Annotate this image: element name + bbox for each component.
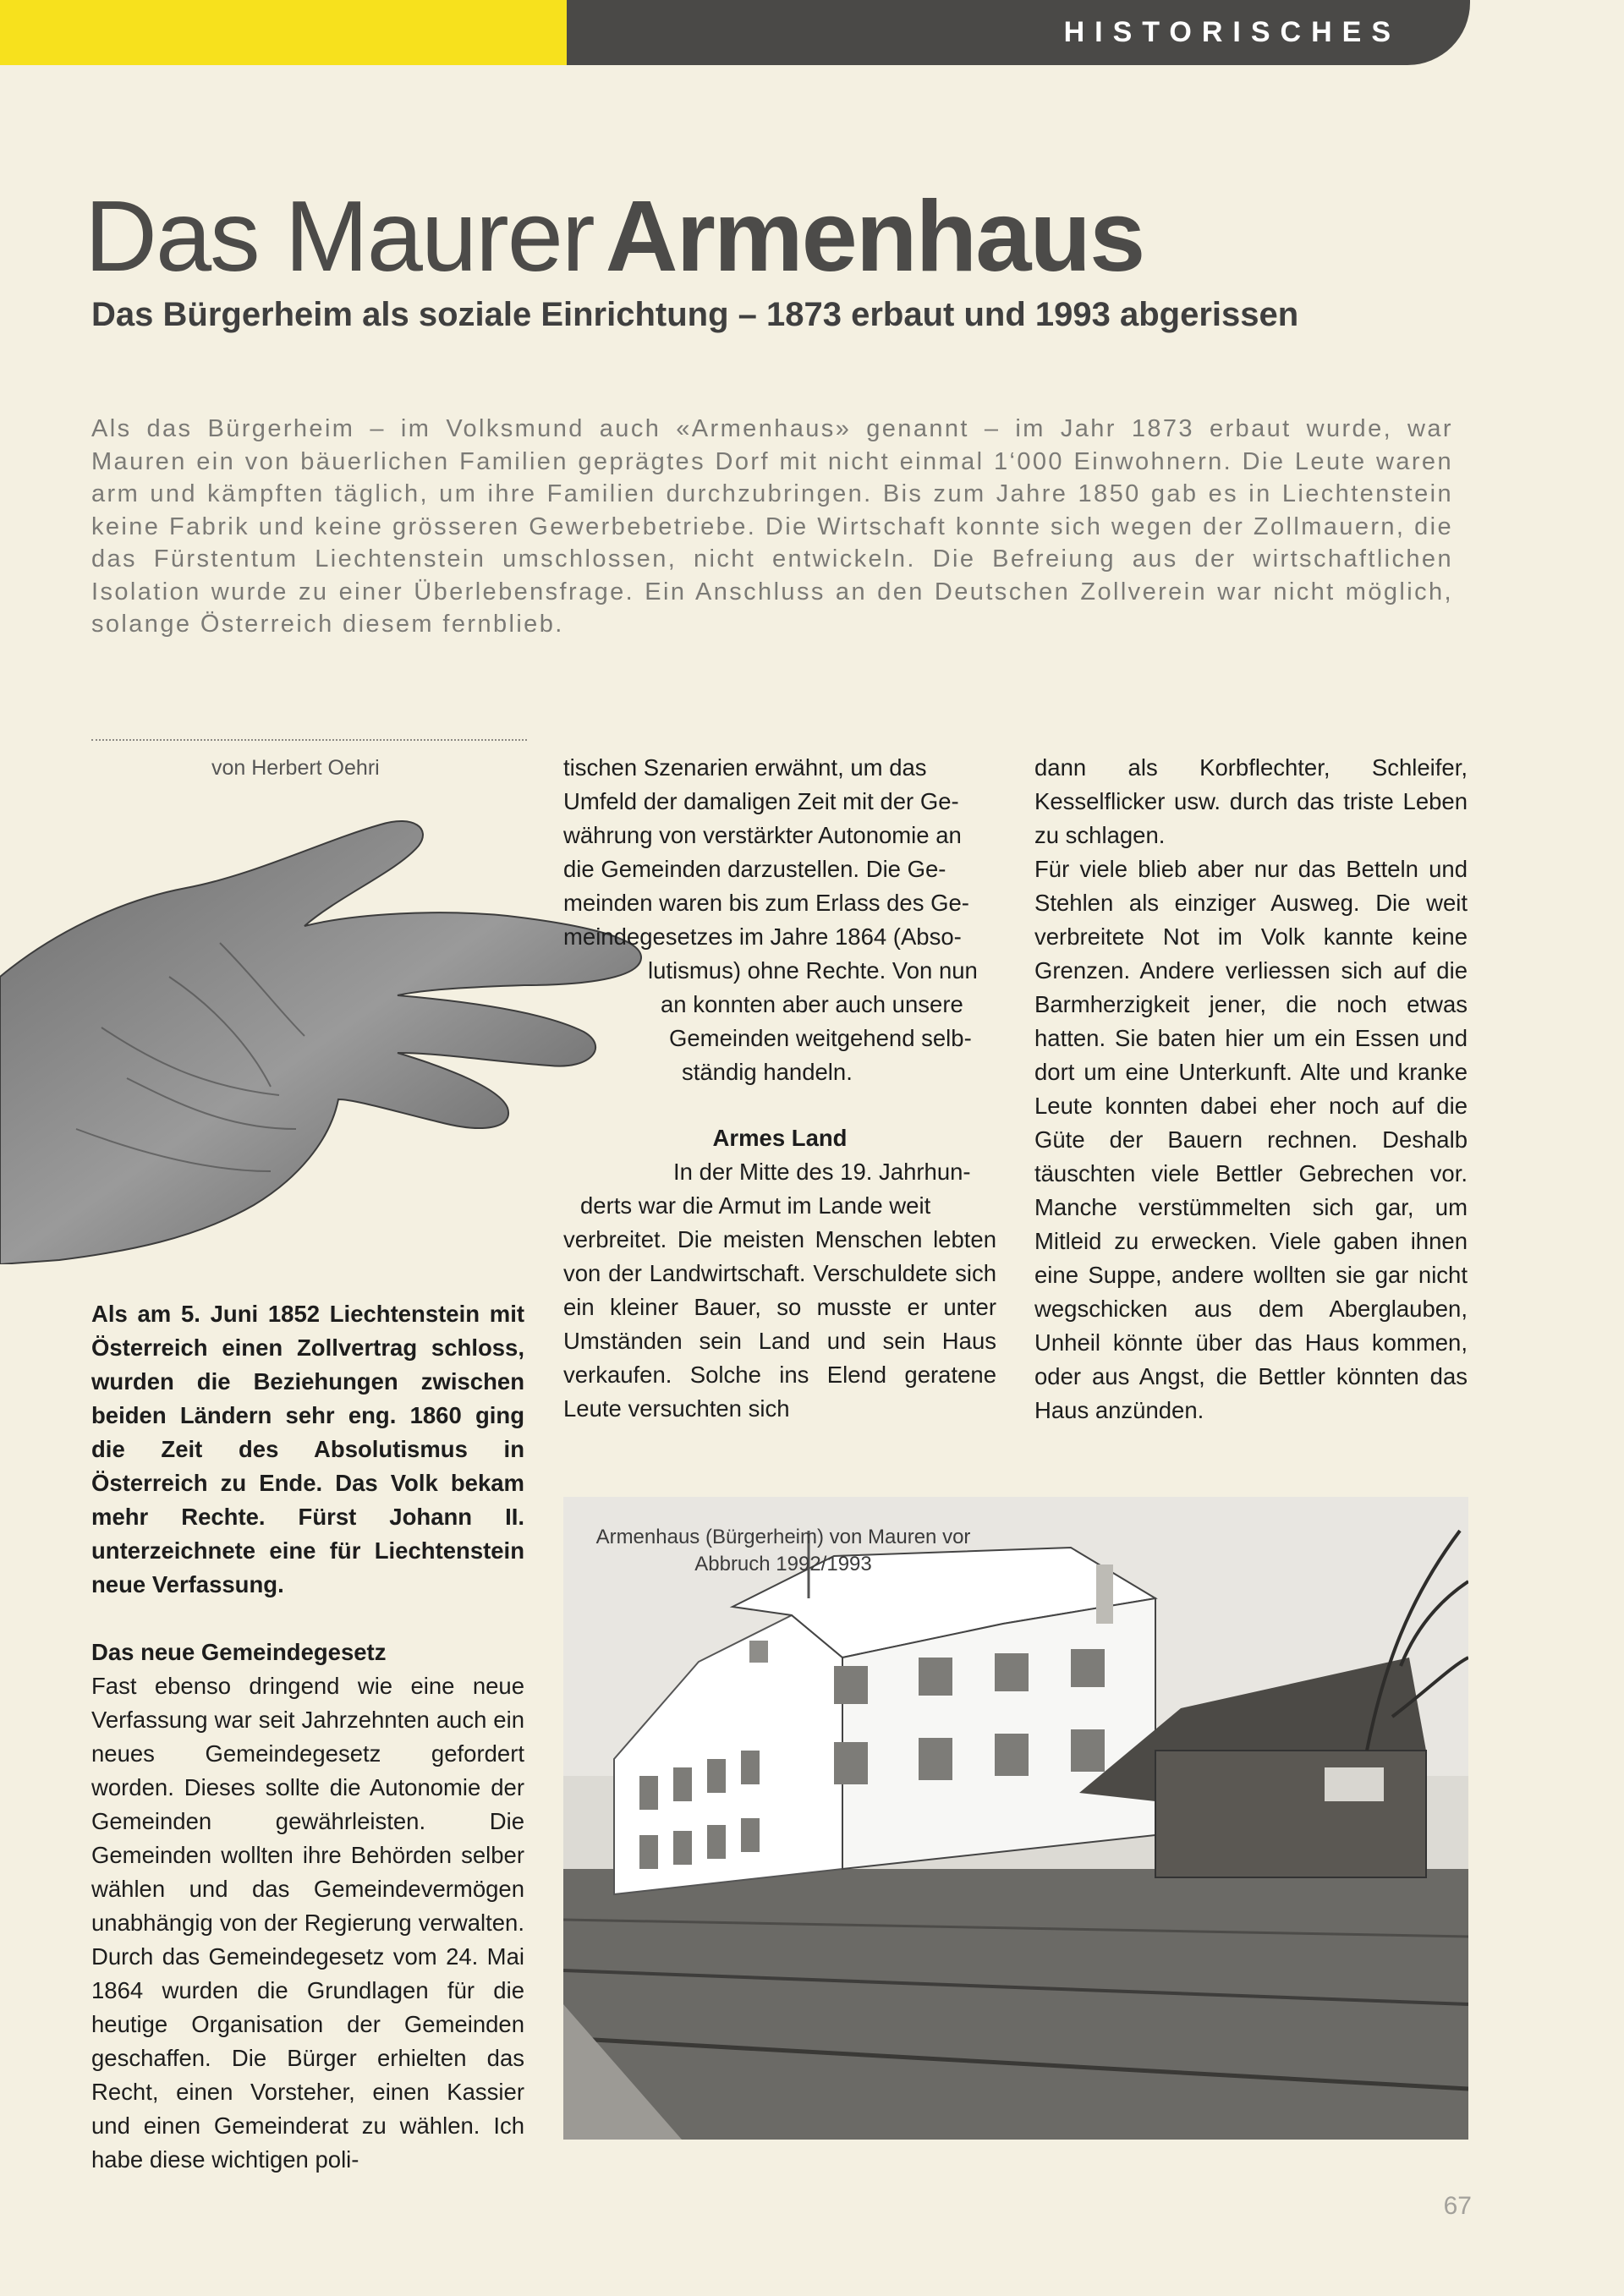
lead-paragraph: Als das Bürgerheim – im Volksmund auch «Armenhaus» genannt – im Jahr 1873 erbaut wurde, war Mauren ein von bäuerlichen Familien geprägtes Dorf mit nicht einmal 1‘000 Einwohnern. Die Leute waren arm und kämpften täglich, um ihre Familien durchzubringen. Bis zum Jahre 1850 gab es in Liechtenstein keine Fabrik und keine grösseren Gewerbebetriebe. Die Wirtschaft konnte sich wegen der Zollmauern, die das Fürstentum Liechtenstein umschlossen, nicht entwickeln. Die Befreiung aus der wirtschaftlichen Isolation wurde zu einer Überlebensfrage. Ein Anschluss an den Deutschen Zollverein war nicht möglich, solange Österreich diesem fernblieb. [91, 415, 1453, 638]
text-line: lutismus) ohne Rechte. Von nun [648, 957, 978, 984]
photo-caption: Armenhaus (Bürgerheim) von Mauren vor Abbruch 1992/1993 [595, 1526, 971, 1575]
byline-divider [91, 739, 527, 741]
column-2 [563, 751, 996, 1426]
accent-bar [0, 0, 567, 65]
open-hand-photo [0, 808, 651, 1264]
armenhaus-photo [563, 1497, 1468, 2140]
page-number: 67 [1443, 2192, 1472, 2220]
text-line: die Gemeinden darzustellen. Die Ge- [563, 856, 946, 882]
article-subtitle: Das Bürgerheim als soziale Einrichtung – 1873 erbaut und 1993 abgerissen [91, 296, 1299, 333]
text-line: ständig handeln. [682, 1059, 853, 1085]
text-line: derts war die Armut im Lande weit [580, 1192, 931, 1219]
text-line: an konnten aber auch unsere [661, 991, 963, 1017]
title-light: Das Maurer [85, 180, 594, 293]
text-line: Gemeinden weitgehend selb- [669, 1025, 972, 1051]
column-3 [1034, 751, 1468, 1427]
text-line: In der Mitte des 19. Jahrhun- [673, 1159, 971, 1185]
article-title [85, 178, 1522, 296]
section-label: HISTORISCHES [1063, 16, 1401, 48]
column-1 [91, 1297, 524, 2177]
text-line: meinden waren bis zum Erlass des Ge- [563, 890, 969, 916]
paragraph-betteln: Für viele blieb aber nur das Betteln und Stehlen als einziger Ausweg. Die weit verbreitete Not im Volk kannte keine Grenzen. Andere verliessen sich auf die Barmherzigkeit jener, die noch etwas hatten. Sie baten hier um ein Essen und dort um eine Unterkunft. Alte und kranke Leute konnten dabei eher noch auf die Güte der Bauern rechnen. Deshalb täuschten viele Bettler Gebrechen vor. Manche verstümmelten sich gar, um Mitleid zu erwecken. Viele gaben ihnen eine Suppe, andere wollten sie gar nicht wegschicken aus dem Aberglauben, Unheil könnte über das Haus kommen, oder aus Angst, die Bettler könnten das Haus anzünden. [1034, 856, 1468, 1423]
byline: von Herbert Oehri [211, 756, 380, 780]
text-line: tischen Szenarien erwähnt, um das [563, 754, 927, 781]
section-heading-armes-land: Armes Land [712, 1125, 848, 1151]
section-tab [567, 0, 1470, 65]
paragraph-armes-land: verbreitet. Die meisten Menschen lebten von der Landwirtschaft. Verschuldete sich ein kleiner Bauer, so musste er unter Umständen sein Land und sein Haus verkaufen. Solche ins Elend geratene Leute versuchten sich [563, 1226, 996, 1422]
text-line: meindegesetzes im Jahre 1864 (Abso- [563, 923, 962, 950]
paragraph-korbflechter: dann als Korbflechter, Schleifer, Kesselflicker usw. durch das triste Leben zu schlagen. [1034, 754, 1468, 848]
paragraph-gemeindegesetz: Fast ebenso dringend wie eine neue Verfassung war seit Jahrzehnten auch ein neues Gemeindegesetz gefordert worden. Dieses sollte die Autonomie der Gemeinden gewährleisten. Die Gemeinden wollten ihre Behörden selber wählen und das Gemeindevermögen unabhängig von der Regierung verwalten. Durch das Gemeindegesetz vom 24. Mai 1864 wurden die Grundlagen für die heutige Organisation der Gemeinden geschaffen. Die Bürger erhielten das Recht, einen Vorsteher, einen Kassier und einen Gemeinderat zu wählen. Ich habe diese wichtigen poli- [91, 1673, 524, 2173]
text-line: währung von verstärkter Autonomie an [563, 822, 962, 848]
text-line: Umfeld der damaligen Zeit mit der Ge- [563, 788, 959, 814]
intro-paragraph: Als am 5. Juni 1852 Liechtenstein mit Österreich einen Zollvertrag schloss, wurden die Beziehungen zwischen beiden Ländern sehr eng. 1860 ging die Zeit des Absolutismus in Österreich zu Ende. Das Volk bekam mehr Rechte. Fürst Johann II. unterzeichnete eine für Liechtenstein neue Verfassung. [91, 1301, 524, 1597]
title-bold: Armenhaus [605, 180, 1144, 293]
section-heading-gemeindegesetz: Das neue Gemeindegesetz [91, 1639, 387, 1665]
